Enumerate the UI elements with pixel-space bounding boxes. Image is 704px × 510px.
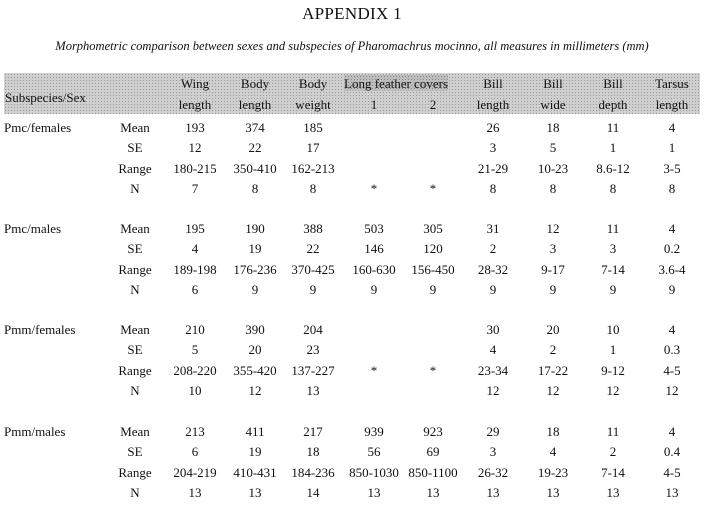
table-cell: 12 [665,383,679,398]
table-cell: 411 [245,424,265,439]
table-cell: 0.3 [663,342,681,357]
table-cell: 7-14 [601,465,625,480]
table-cell: 156-450 [411,262,455,277]
table-cell: 162-213 [291,161,335,176]
group-label: Pmm/males [4,424,66,439]
table-cell: 6 [191,282,199,297]
table-cell: 31 [486,221,500,236]
table-cell: 18 [546,120,560,135]
table-cell: 13 [486,485,500,500]
table-cell: 26 [486,120,500,135]
table-cell: 7 [191,181,199,196]
table-cell: 10 [606,322,620,337]
table-cell: 3-5 [663,161,681,176]
table-cell: 1 [668,140,676,155]
table-cell: 12 [188,140,202,155]
table-cell: 21-29 [477,161,509,176]
table-cell: 8 [549,181,557,196]
table-cell: 8 [309,181,317,196]
table-cell: 12 [486,383,500,398]
stat-label: N [130,485,140,500]
stat-label: N [130,181,140,196]
table-cell: 9 [668,282,676,297]
stat-label: N [130,282,140,297]
header-long-feather-covers: Long feather covers [344,76,448,91]
table-cell: 4 [549,444,557,459]
table-cell: 17-22 [537,363,569,378]
table-cell: 9 [609,282,617,297]
stat-label: SE [127,241,143,256]
table-cell: 11 [606,120,620,135]
table-cell: 355-420 [233,363,277,378]
table-cell: 305 [423,221,443,236]
table-cell: 13 [546,485,560,500]
column-header-line1: Tarsus [655,76,689,91]
column-header-line1: Bill [543,76,563,91]
stat-label: Mean [120,221,150,236]
stat-label: Range [118,161,152,176]
table-cell: 22 [248,140,262,155]
table-cell: 189-198 [173,262,217,277]
table-cell: 12 [546,383,560,398]
table-cell: 350-410 [233,161,277,176]
table-cell: 4 [191,241,199,256]
column-header-line2: length [238,97,272,112]
stat-label: Mean [120,424,150,439]
table-cell: 56 [367,444,381,459]
table-cell: 374 [245,120,265,135]
table-cell: 8 [251,181,259,196]
table-cell: 9-17 [541,262,565,277]
table-cell: 5 [549,140,557,155]
table-cell: 5 [191,342,199,357]
table-cell: 2 [489,241,497,256]
table-cell: 2 [609,444,617,459]
table-cell: 9 [549,282,557,297]
table-cell: 176-236 [233,262,277,277]
table-cell: 26-32 [477,465,509,480]
table-cell: 120 [423,241,443,256]
table-cell: 4 [668,120,676,135]
table-cell: 9-12 [601,363,625,378]
table-cell: 8 [668,181,676,196]
group-label: Pmm/females [4,322,76,337]
table-cell: 20 [248,342,262,357]
table-cell: 195 [185,221,205,236]
table-cell: 13 [426,485,440,500]
group-label: Pmc/females [4,120,72,135]
table-cell: 3 [489,444,497,459]
table-cell: 9 [251,282,259,297]
table-cell: 370-425 [291,262,335,277]
table-cell: 11 [606,424,620,439]
appendix-title: APPENDIX 1 [302,4,402,23]
table-cell: 4 [489,342,497,357]
table-cell: 22 [306,241,320,256]
table-cell: 9 [370,282,378,297]
table-cell: 14 [306,485,320,500]
table-cell: 204-219 [173,465,217,480]
table-caption: Morphometric comparison between sexes and subspecies of Pharomachrus mocinno, all measures in millimeters (mm) [55,39,649,53]
table-cell: 4-5 [663,363,681,378]
table-cell: 180-215 [173,161,217,176]
table-cell: 23-34 [477,363,509,378]
stat-label: Range [118,262,152,277]
stat-label: Mean [120,120,150,135]
table-cell: 939 [364,424,384,439]
table-cell: 8 [489,181,497,196]
table-cell: 19 [248,444,262,459]
stat-label: Range [118,465,152,480]
column-header-line1: Body [298,76,328,91]
table-cell: 0.2 [663,241,681,256]
table-cell: 184-236 [291,465,335,480]
table-cell: 17 [306,140,320,155]
header-subspecies-sex: Subspecies/Sex [5,90,86,105]
table-cell: 18 [546,424,560,439]
column-header-line2: length [178,97,212,112]
table-cell: 28-32 [477,262,509,277]
table-cell: 850-1030 [349,465,399,480]
column-header-line2: length [476,97,510,112]
column-header-line1: Wing [180,76,210,91]
column-header-line1: Body [240,76,270,91]
table-cell: 7-14 [601,262,625,277]
table-cell: 8 [609,181,617,196]
table-cell: 13 [606,485,620,500]
table-cell: 11 [606,221,620,236]
table-cell: 850-1100 [408,465,458,480]
table-cell: 13 [248,485,262,500]
table-cell: 12 [248,383,262,398]
column-header-line1: Bill [603,76,623,91]
stat-label: Mean [120,322,150,337]
table-cell: 10-23 [537,161,569,176]
table-cell: 23 [306,342,320,357]
table-cell: 923 [423,424,443,439]
table-cell: 12 [606,383,620,398]
table-cell: 8.6-12 [596,161,630,176]
table-cell: * [429,363,437,378]
table-cell: 1 [609,140,617,155]
table-cell: 213 [185,424,205,439]
table-cell: 208-220 [173,363,217,378]
table-cell: 160-630 [352,262,396,277]
stat-label: N [130,383,140,398]
stat-label: SE [127,140,143,155]
stat-label: Range [118,363,152,378]
table-cell: 137-227 [291,363,335,378]
table-cell: 30 [486,322,500,337]
table-cell: 9 [429,282,437,297]
column-header-line2: 1 [370,97,378,112]
table-cell: 185 [303,120,323,135]
table-cell: * [370,181,378,196]
table-cell: 217 [303,424,323,439]
table-cell: 13 [367,485,381,500]
table-cell: 12 [546,221,560,236]
table-cell: 3 [489,140,497,155]
table-cell: 410-431 [233,465,277,480]
column-header-line2: length [655,97,689,112]
table-cell: * [370,363,378,378]
table-cell: 190 [245,221,265,236]
table-cell: 4 [668,221,676,236]
table-cell: 20 [546,322,560,337]
stat-label: SE [127,342,143,357]
table-cell: 9 [309,282,317,297]
table-cell: 390 [245,322,265,337]
table-cell: 6 [191,444,199,459]
table-cell: 1 [609,342,617,357]
column-header-line2: 2 [429,97,437,112]
table-cell: 3 [609,241,617,256]
table-cell: 2 [549,342,557,357]
table-cell: 3.6-4 [658,262,686,277]
column-header-line2: weight [295,97,331,112]
table-cell: 4 [668,424,676,439]
table-cell: 19 [248,241,262,256]
table-cell: 204 [303,322,323,337]
table-cell: 9 [489,282,497,297]
table-cell: 0.4 [663,444,681,459]
table-cell: 210 [185,322,205,337]
table-cell: 4-5 [663,465,681,480]
table-cell: 388 [303,221,323,236]
stat-label: SE [127,444,143,459]
column-header-line2: wide [540,97,566,112]
table-cell: 19-23 [537,465,569,480]
table-cell: 69 [426,444,440,459]
group-label: Pmc/males [4,221,62,236]
column-header-line1: Bill [483,76,503,91]
table-cell: 13 [306,383,320,398]
table-cell: 4 [668,322,676,337]
table-cell: 503 [364,221,384,236]
table-cell: 193 [185,120,205,135]
column-header-line2: depth [598,97,628,112]
table-cell: 10 [188,383,202,398]
table-cell: 146 [364,241,384,256]
table-cell: 29 [486,424,500,439]
table-cell: 3 [549,241,557,256]
table-cell: * [429,181,437,196]
table-cell: 13 [665,485,679,500]
table-cell: 13 [188,485,202,500]
table-cell: 18 [306,444,320,459]
